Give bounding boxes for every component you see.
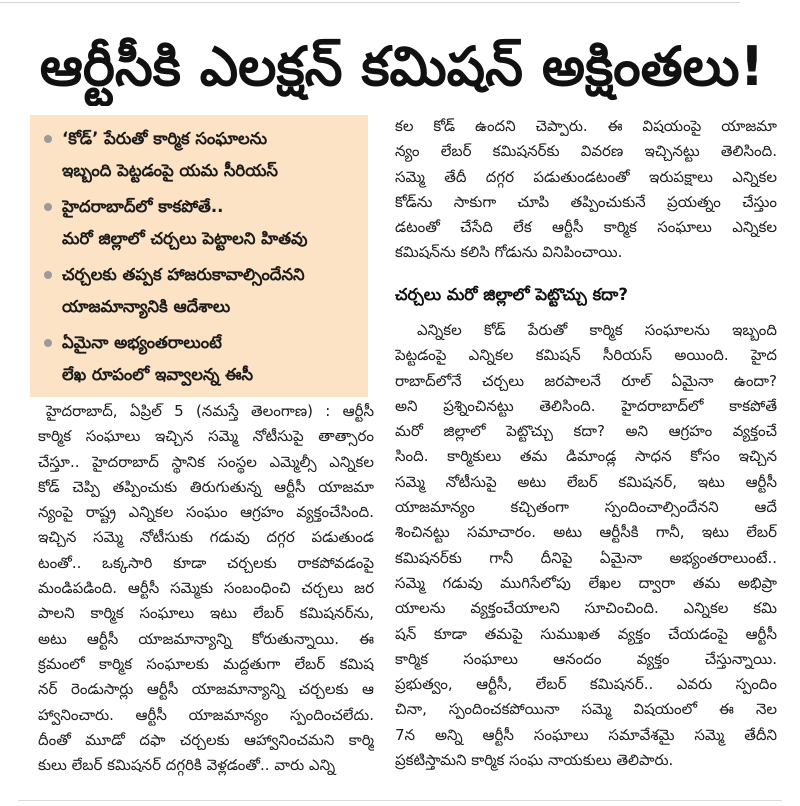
body-text-line: యాలను వ్యక్తంచేయాలని సూచించింది. ఎన్నికల కమి <box>395 599 777 618</box>
highlight-line: చర్చలకు తప్పక హాజరుకావాల్సిందేనని <box>62 265 305 284</box>
highlight-line: ఏమైనా అభ్యంతరాలుంటే <box>62 333 222 352</box>
body-text-line: యాజమాన్యం కచ్చితంగా స్పందించాల్సిందేనని ఆదే <box>395 498 777 517</box>
body-text-line: కోడ్‌ను సాకుగా చూపి తప్పించుకునే ప్రయత్నం చేస్తుం <box>395 192 777 211</box>
right-column-main <box>395 318 777 773</box>
body-text-line: కోడ్ చెప్పి తప్పించుకు తిరుగుతున్న ఆర్టీసీ యాజమా <box>38 477 374 496</box>
body-text-line: అని ప్రశ్నించినట్టు తెలిసింది. హైదరాబాద్‌లో కాకపోతే <box>395 396 777 415</box>
body-text-line: మరో జిల్లాలో పెట్టొచ్చు కదా? అని ఆగ్రహం వ్యక్తంచే <box>395 422 777 441</box>
highlight-item <box>30 259 368 323</box>
body-text-line: టంతో.. ఒక్కసారి కూడా చర్చలకు రాకపోవడంపై <box>38 553 374 572</box>
headline: ఆర్టీసీకి ఎలక్షన్ కమిషన్ అక్షింతలు! <box>39 35 765 98</box>
right-column-lead <box>395 114 777 266</box>
right-column <box>395 114 777 770</box>
body-text-line: ప్రభుత్వం, ఆర్టీసీ, లేబర్ కమిషనర్.. ఎవరు స్పందిం <box>395 675 777 694</box>
body-text-line: శించినట్టు సమాచారం. అటు ఆర్టీసీకి గానీ, ఇటు లేబర్ <box>395 523 777 542</box>
body-text-line: పెట్టడంపై ఎన్నికల కమిషన్ సీరియస్ అయింది. హైద <box>395 346 777 365</box>
left-column <box>38 399 374 778</box>
highlight-line: హైదరాబాద్‌లో కాకపోతే.. <box>62 197 224 216</box>
top-rule <box>0 2 740 3</box>
paragraph <box>395 114 777 266</box>
bullet-dot-icon <box>44 271 52 279</box>
highlight-item <box>30 327 368 391</box>
paragraph <box>38 399 374 778</box>
subheading: చర్చలు మరో జిల్లాలో పెట్టొచ్చు కదా? <box>395 285 628 304</box>
body-text-line: చినా, స్పందించకపోయినా సమ్మె విషయంలో ఈ నెల <box>395 700 777 719</box>
highlight-line: ఇబ్బంది పెట్టడంపై యమ సీరియస్ <box>62 161 279 180</box>
paragraph <box>395 318 777 773</box>
body-text-line: సమ్మె గడువు ముగిసేలోపు లేఖల ద్వారా తమ అభిప్రా <box>395 573 777 592</box>
body-text-line: పాలని కార్మిక సంఘాలు ఇటు లేబర్ కమిషనర్‌ను, <box>38 604 374 623</box>
body-text-line: కల కోడ్ ఉందని చెప్పారు. ఈ విషయంపై యాజమా <box>395 117 777 135</box>
bullet-dot-icon <box>44 203 52 211</box>
highlight-line: లేఖ రూపంలో ఇవ్వాలన్న ఈసీ <box>62 365 254 384</box>
body-text-line: కమిషన్‌ను కలిసి గోడును వినిపించాయి. <box>395 243 623 262</box>
body-text-line: ప్రకటిస్తామని కార్మిక సంఘ నాయకులు తెలిపారు. <box>395 751 674 770</box>
body-text-line: 7న అన్ని ఆర్టీసీ సంఘాలు సమావేశమై సమ్మె తేదీని <box>395 725 777 744</box>
body-text-line: ఎన్నికల కోడ్ పేరుతో కార్మిక సంఘాలను ఇబ్బంది <box>417 321 777 339</box>
body-text-line: రాబాద్‌లోనే చర్చలు జరపాలనే రూల్ ఏమైనా ఉందా? <box>395 371 777 390</box>
body-text-line: కార్మిక సంఘాలు ఆనందం వ్యక్తం చేస్తున్నాయి. <box>395 649 777 668</box>
body-text-line: హైదరాబాద్, ఏప్రిల్ 5 (నమస్తే తెలంగాణ) : ఆర్టీసీ <box>46 402 374 420</box>
body-text-line: సింది. కార్మికులు తమ డిమాండ్ల సాధన కోసం ఇచ్చిన <box>395 447 777 466</box>
body-text-line: సమ్మె నోటీసుపై అటు లేబర్ కమిషనర్, ఇటు ఆర్టీసీ <box>395 472 777 491</box>
bullet-dot-icon <box>44 135 52 143</box>
bullet-dot-icon <box>44 339 52 347</box>
body-text-line: చేస్తూ.. హైదరాబాద్ స్థానిక సంస్థల ఎమ్మెల్సీ ఎన్నికల <box>38 452 374 471</box>
body-text-line: కమిషనర్‌కు గానీ దీనిపై ఏమైనా అభ్యంతరాలుంటే.. <box>395 548 777 567</box>
body-text-line: హ్వానించారు. ఆర్టీసీ యాజమాన్యం స్పందించలేదు. <box>38 705 374 724</box>
highlight-line: ‘కోడ్’ పేరుతో కార్మిక సంఘాలను <box>62 129 268 148</box>
body-text-line: కులు లేబర్ కమిషనర్ దగ్గరికి వెళ్లడంతో.. వారు ఎన్ని <box>38 756 336 775</box>
body-text-line: నర్ రెండుసార్లు ఆర్టీసీ యాజమాన్యాన్ని చర్చలకు ఆ <box>38 680 374 699</box>
highlight-item <box>30 191 368 255</box>
body-text-line: డటంతో చేసేది లేక ఆర్టీసీ కార్మిక సంఘాలు ఎన్నికల <box>395 218 777 237</box>
body-text-line: కార్మిక సంఘాలు ఇచ్చిన సమ్మె నోటీసుపై తాత్సారం <box>38 427 374 446</box>
highlight-line: మరో జిల్లాలో చర్చలు పెట్టాలని హితవు <box>62 229 308 248</box>
highlight-line: యాజమాన్యానికి ఆదేశాలు <box>62 297 231 316</box>
body-text-line: దీంతో మూడో దఫా చర్చలకు ఆహ్వానించమని కార్మి <box>38 730 374 749</box>
bottom-rule <box>18 800 782 801</box>
body-text-line: క్రమంలో కార్మిక సంఘాలకు మద్దతుగా లేబర్ కమిష <box>38 654 374 673</box>
body-text-line: ఇచ్చిన సమ్మె నోటీసుకు గడువు దగ్గర పడుతుండ <box>38 528 374 547</box>
body-text-line: అటు ఆర్టీసీ యాజమాన్యాన్ని కోరుతున్నాయి. ఈ <box>38 629 374 648</box>
body-text-line: మండిపడింది. ఆర్టీసీ సమ్మెకు సంబంధించి చర్చలు జర <box>38 579 374 598</box>
highlight-item <box>30 123 368 187</box>
body-text-line: న్యంపై రాష్ట్ర ఎన్నికల సంఘం ఆగ్రహం వ్యక్తంచేసింది. <box>38 503 374 522</box>
body-text-line: సమ్మె తేదీ దగ్గర పడుతుండటంతో ఇరుపక్షాలు ఎన్నికల <box>395 167 777 186</box>
body-text-line: న్యం లేబర్ కమిషనర్‌కు వివరణ ఇచ్చినట్టు తెలిసింది. <box>395 142 777 161</box>
body-text-line: షన్ కూడా తమపై సుముఖత వ్యక్తం చేయడంపై ఆర్టీసీ <box>395 624 777 643</box>
highlights-box <box>30 115 368 397</box>
